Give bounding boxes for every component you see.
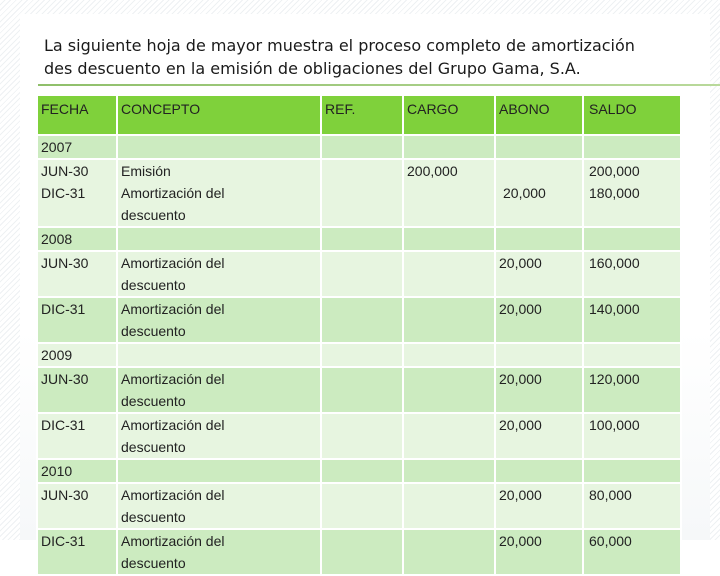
cell-saldo: 60,000 <box>583 529 681 575</box>
cell-cargo <box>403 297 495 343</box>
cell-cargo <box>403 413 495 459</box>
table-row <box>37 159 681 227</box>
cell-fecha: 2007 <box>37 135 117 159</box>
table-row <box>37 529 681 575</box>
cell-concepto: Amortización del descuento <box>117 529 321 575</box>
cell-ref <box>321 135 403 159</box>
header-abono: ABONO <box>495 95 583 135</box>
cell-cargo <box>403 343 495 367</box>
cell-cargo <box>403 251 495 297</box>
cell-cargo: 200,000 <box>403 159 495 227</box>
cell-ref <box>321 529 403 575</box>
cell-concepto <box>117 227 321 251</box>
table-row <box>37 297 681 343</box>
header-cargo: CARGO <box>403 95 495 135</box>
cell-concepto: Amortización del descuento <box>117 251 321 297</box>
cell-concepto: Emisión Amortización del descuento <box>117 159 321 227</box>
cell-saldo <box>583 227 681 251</box>
cell-abono <box>495 343 583 367</box>
header-ref: REF. <box>321 95 403 135</box>
cell-abono: 20,000 <box>495 297 583 343</box>
cell-concepto: Amortización del descuento <box>117 297 321 343</box>
cell-concepto <box>117 135 321 159</box>
cell-cargo <box>403 367 495 413</box>
table-row <box>37 483 681 529</box>
table-row <box>37 367 681 413</box>
cell-cargo <box>403 227 495 251</box>
cell-ref <box>321 159 403 227</box>
cell-fecha: DIC-31 <box>37 413 117 459</box>
cell-saldo: 80,000 <box>583 483 681 529</box>
cell-cargo <box>403 459 495 483</box>
cell-fecha: JUN-30 <box>37 483 117 529</box>
cell-ref <box>321 459 403 483</box>
cell-concepto <box>117 343 321 367</box>
table-row <box>37 227 681 251</box>
table-row <box>37 251 681 297</box>
cell-saldo <box>583 135 681 159</box>
cell-ref <box>321 251 403 297</box>
table-row <box>37 135 681 159</box>
cell-fecha: DIC-31 <box>37 297 117 343</box>
cell-abono <box>495 227 583 251</box>
table-row <box>37 459 681 483</box>
cell-concepto: Amortización del descuento <box>117 483 321 529</box>
header-fecha: FECHA <box>37 95 117 135</box>
header-concepto: CONCEPTO <box>117 95 321 135</box>
cell-ref <box>321 483 403 529</box>
cell-concepto: Amortización del descuento <box>117 413 321 459</box>
cell-fecha: JUN-30 <box>37 251 117 297</box>
cell-fecha: JUN-30 DIC-31 <box>37 159 117 227</box>
cell-ref <box>321 413 403 459</box>
table-row <box>37 413 681 459</box>
cell-abono: 20,000 <box>495 529 583 575</box>
ledger-table <box>36 94 682 576</box>
cell-fecha: 2010 <box>37 459 117 483</box>
cell-ref <box>321 343 403 367</box>
cell-abono: 20,000 <box>495 367 583 413</box>
cell-concepto: Amortización del descuento <box>117 367 321 413</box>
cell-abono: 20,000 <box>495 483 583 529</box>
cell-cargo <box>403 135 495 159</box>
slide-title: La siguiente hoja de mayor muestra el proceso completo de amortización des descuento en la emisión de obligaciones del Grupo Gama, S.A. <box>44 36 635 78</box>
cell-abono: 20,000 <box>495 413 583 459</box>
cell-saldo: 200,000 180,000 <box>583 159 681 227</box>
cell-cargo <box>403 483 495 529</box>
cell-abono: 20,000 <box>495 159 583 227</box>
cell-saldo: 100,000 <box>583 413 681 459</box>
title-underline <box>38 84 720 86</box>
cell-concepto <box>117 459 321 483</box>
header-saldo: SALDO <box>583 95 681 135</box>
cell-abono <box>495 135 583 159</box>
cell-abono: 20,000 <box>495 251 583 297</box>
cell-fecha: 2008 <box>37 227 117 251</box>
cell-fecha: 2009 <box>37 343 117 367</box>
cell-ref <box>321 227 403 251</box>
cell-ref <box>321 367 403 413</box>
cell-cargo <box>403 529 495 575</box>
cell-saldo <box>583 459 681 483</box>
cell-abono <box>495 459 583 483</box>
table-row <box>37 343 681 367</box>
cell-fecha: DIC-31 <box>37 529 117 575</box>
cell-saldo: 160,000 <box>583 251 681 297</box>
cell-saldo: 140,000 <box>583 297 681 343</box>
cell-saldo <box>583 343 681 367</box>
table-header-row <box>37 95 681 135</box>
cell-fecha: JUN-30 <box>37 367 117 413</box>
cell-ref <box>321 297 403 343</box>
cell-saldo: 120,000 <box>583 367 681 413</box>
